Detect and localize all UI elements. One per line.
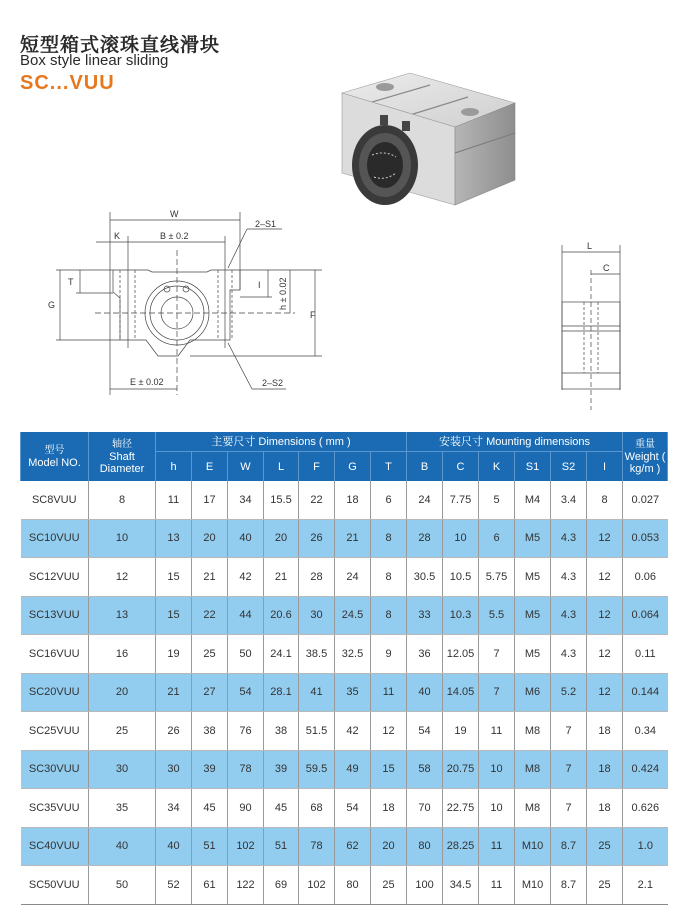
cell-model: SC12VUU [21,558,89,597]
cell-w: 102 [228,827,264,866]
cell-b: 33 [407,596,443,635]
cell-l: 69 [264,866,299,905]
cell-l: 20 [264,519,299,558]
cell-i: 12 [587,673,623,712]
cell-l: 38 [264,712,299,751]
spec-table-body [21,481,668,904]
cell-w: 122 [228,866,264,905]
cell-t: 20 [371,827,407,866]
side-view-drawing [540,230,650,410]
cell-w: 34 [228,481,264,519]
spec-table [20,432,668,905]
cell-model: SC13VUU [21,596,89,635]
title-english: Box style linear sliding [20,52,169,69]
cell-t: 25 [371,866,407,905]
cell-c: 28.25 [443,827,479,866]
cell-s1: M5 [515,519,551,558]
header-shaft: 轴径 Shaft Diameter [89,432,156,481]
cell-g: 49 [335,750,371,789]
cell-g: 35 [335,673,371,712]
table-row [21,712,668,751]
cell-f: 30 [299,596,335,635]
cell-w: 42 [228,558,264,597]
cell-l: 24.1 [264,635,299,674]
cell-s1: M8 [515,750,551,789]
cell-b: 54 [407,712,443,751]
label-B: B ± 0.2 [160,231,189,241]
cell-g: 62 [335,827,371,866]
cell-e: 17 [192,481,228,519]
label-F: F [310,310,316,320]
cell-model: SC35VUU [21,789,89,828]
cell-i: 25 [587,827,623,866]
header-I: I [587,452,623,482]
cell-model: SC40VUU [21,827,89,866]
cell-c: 10 [443,519,479,558]
front-view-drawing [40,200,340,400]
cell-c: 10.5 [443,558,479,597]
cell-shaft: 12 [89,558,156,597]
cell-s2: 3.4 [551,481,587,519]
cell-c: 34.5 [443,866,479,905]
header-mounting-group: 安装尺寸 Mounting dimensions [407,432,623,452]
cell-t: 12 [371,712,407,751]
cell-weight: 0.064 [623,596,668,635]
cell-s1: M5 [515,596,551,635]
cell-weight: 0.11 [623,635,668,674]
cell-h: 19 [156,635,192,674]
product-photo [330,55,530,220]
cell-t: 15 [371,750,407,789]
cell-model: SC25VUU [21,712,89,751]
cell-c: 10.3 [443,596,479,635]
cell-s2: 5.2 [551,673,587,712]
cell-f: 28 [299,558,335,597]
cell-model: SC20VUU [21,673,89,712]
cell-shaft: 25 [89,712,156,751]
header-L: L [264,452,299,482]
label-I: I [258,280,261,290]
cell-g: 32.5 [335,635,371,674]
cell-b: 80 [407,827,443,866]
cell-c: 22.75 [443,789,479,828]
label-S1: 2–S1 [255,219,277,229]
cell-l: 28.1 [264,673,299,712]
header-B: B [407,452,443,482]
cell-e: 20 [192,519,228,558]
cell-s1: M6 [515,673,551,712]
label-W: W [170,209,179,219]
cell-s1: M8 [515,712,551,751]
cell-k: 11 [479,712,515,751]
cell-model: SC8VUU [21,481,89,519]
label-E: E ± 0.02 [130,377,164,387]
cell-l: 45 [264,789,299,828]
cell-e: 45 [192,789,228,828]
cell-w: 90 [228,789,264,828]
table-row [21,750,668,789]
header-T: T [371,452,407,482]
cell-g: 18 [335,481,371,519]
cell-weight: 0.144 [623,673,668,712]
cell-l: 51 [264,827,299,866]
cell-f: 68 [299,789,335,828]
cell-k: 7 [479,673,515,712]
cell-weight: 0.34 [623,712,668,751]
cell-s2: 4.3 [551,558,587,597]
cell-s2: 4.3 [551,596,587,635]
cell-e: 22 [192,596,228,635]
label-h: h ± 0.02 [278,277,288,310]
cell-f: 102 [299,866,335,905]
header-K: K [479,452,515,482]
cell-k: 7 [479,635,515,674]
header-h: h [156,452,192,482]
cell-h: 15 [156,596,192,635]
label-C: C [603,263,610,273]
cell-weight: 0.626 [623,789,668,828]
table-row [21,866,668,905]
cell-e: 25 [192,635,228,674]
cell-shaft: 50 [89,866,156,905]
cell-e: 39 [192,750,228,789]
cell-weight: 0.027 [623,481,668,519]
cell-i: 12 [587,519,623,558]
header-E: E [192,452,228,482]
label-L: L [587,241,593,251]
cell-l: 21 [264,558,299,597]
cell-model: SC30VUU [21,750,89,789]
header-S2: S2 [551,452,587,482]
cell-e: 61 [192,866,228,905]
cell-k: 5.5 [479,596,515,635]
header-dimensions-group: 主要尺寸 Dimensions ( mm ) [156,432,407,452]
cell-t: 9 [371,635,407,674]
cell-c: 7.75 [443,481,479,519]
cell-weight: 1.0 [623,827,668,866]
cell-b: 24 [407,481,443,519]
table-row [21,673,668,712]
cell-t: 11 [371,673,407,712]
header-G: G [335,452,371,482]
cell-h: 52 [156,866,192,905]
header-model: 型号 Model NO. [21,432,89,481]
cell-b: 36 [407,635,443,674]
label-S2: 2–S2 [262,378,284,388]
cell-b: 100 [407,866,443,905]
cell-shaft: 13 [89,596,156,635]
cell-g: 80 [335,866,371,905]
cell-weight: 0.053 [623,519,668,558]
cell-i: 25 [587,866,623,905]
cell-b: 58 [407,750,443,789]
cell-t: 8 [371,596,407,635]
label-K: K [114,231,121,241]
cell-k: 6 [479,519,515,558]
label-G: G [48,300,56,310]
cell-g: 54 [335,789,371,828]
table-row [21,481,668,519]
cell-i: 18 [587,789,623,828]
cell-l: 15.5 [264,481,299,519]
cell-shaft: 8 [89,481,156,519]
cell-f: 41 [299,673,335,712]
table-row [21,635,668,674]
cell-s1: M8 [515,789,551,828]
cell-k: 11 [479,827,515,866]
cell-w: 76 [228,712,264,751]
cell-g: 42 [335,712,371,751]
table-row [21,596,668,635]
cell-f: 26 [299,519,335,558]
cell-shaft: 35 [89,789,156,828]
cell-c: 14.05 [443,673,479,712]
cell-b: 40 [407,673,443,712]
cell-c: 12.05 [443,635,479,674]
cell-b: 28 [407,519,443,558]
cell-s2: 4.3 [551,635,587,674]
table-row [21,789,668,828]
cell-s2: 8.7 [551,827,587,866]
cell-f: 38.5 [299,635,335,674]
cell-s1: M10 [515,827,551,866]
cell-shaft: 40 [89,827,156,866]
table-row [21,519,668,558]
cell-i: 18 [587,712,623,751]
cell-weight: 0.06 [623,558,668,597]
cell-weight: 2.1 [623,866,668,905]
cell-s1: M5 [515,558,551,597]
cell-g: 24 [335,558,371,597]
cell-f: 78 [299,827,335,866]
cell-k: 10 [479,789,515,828]
cell-i: 12 [587,596,623,635]
cell-e: 21 [192,558,228,597]
cell-w: 50 [228,635,264,674]
cell-i: 18 [587,750,623,789]
cell-shaft: 10 [89,519,156,558]
cell-s1: M5 [515,635,551,674]
cell-shaft: 16 [89,635,156,674]
cell-g: 24.5 [335,596,371,635]
cell-e: 51 [192,827,228,866]
cell-i: 12 [587,635,623,674]
cell-s2: 7 [551,789,587,828]
cell-w: 40 [228,519,264,558]
cell-b: 70 [407,789,443,828]
cell-t: 8 [371,558,407,597]
cell-g: 21 [335,519,371,558]
cell-k: 5.75 [479,558,515,597]
cell-i: 12 [587,558,623,597]
label-T: T [68,277,74,287]
cell-b: 30.5 [407,558,443,597]
table-row [21,827,668,866]
cell-s2: 7 [551,750,587,789]
header-C: C [443,452,479,482]
cell-t: 18 [371,789,407,828]
cell-model: SC16VUU [21,635,89,674]
cell-t: 6 [371,481,407,519]
cell-h: 34 [156,789,192,828]
cell-c: 20.75 [443,750,479,789]
cell-w: 44 [228,596,264,635]
header-W: W [228,452,264,482]
header-weight: 重量 Weight ( kg/m ) [623,432,668,481]
cell-e: 27 [192,673,228,712]
cell-f: 22 [299,481,335,519]
cell-h: 15 [156,558,192,597]
cell-shaft: 20 [89,673,156,712]
cell-f: 59.5 [299,750,335,789]
cell-h: 30 [156,750,192,789]
cell-model: SC10VUU [21,519,89,558]
cell-shaft: 30 [89,750,156,789]
model-series-title: SC...VUU [20,72,115,94]
cell-s1: M4 [515,481,551,519]
cell-w: 54 [228,673,264,712]
cell-h: 26 [156,712,192,751]
cell-l: 39 [264,750,299,789]
cell-k: 11 [479,866,515,905]
cell-s2: 8.7 [551,866,587,905]
cell-h: 13 [156,519,192,558]
cell-s2: 4.3 [551,519,587,558]
cell-model: SC50VUU [21,866,89,905]
cell-s1: M10 [515,866,551,905]
cell-i: 8 [587,481,623,519]
cell-k: 5 [479,481,515,519]
cell-h: 11 [156,481,192,519]
cell-weight: 0.424 [623,750,668,789]
cell-s2: 7 [551,712,587,751]
header-S1: S1 [515,452,551,482]
cell-t: 8 [371,519,407,558]
cell-h: 40 [156,827,192,866]
cell-k: 10 [479,750,515,789]
cell-f: 51.5 [299,712,335,751]
cell-w: 78 [228,750,264,789]
cell-l: 20.6 [264,596,299,635]
cell-h: 21 [156,673,192,712]
table-row [21,558,668,597]
title-chinese: 短型箱式滚珠直线滑块 [20,34,221,56]
header-F: F [299,452,335,482]
cell-c: 19 [443,712,479,751]
cell-e: 38 [192,712,228,751]
